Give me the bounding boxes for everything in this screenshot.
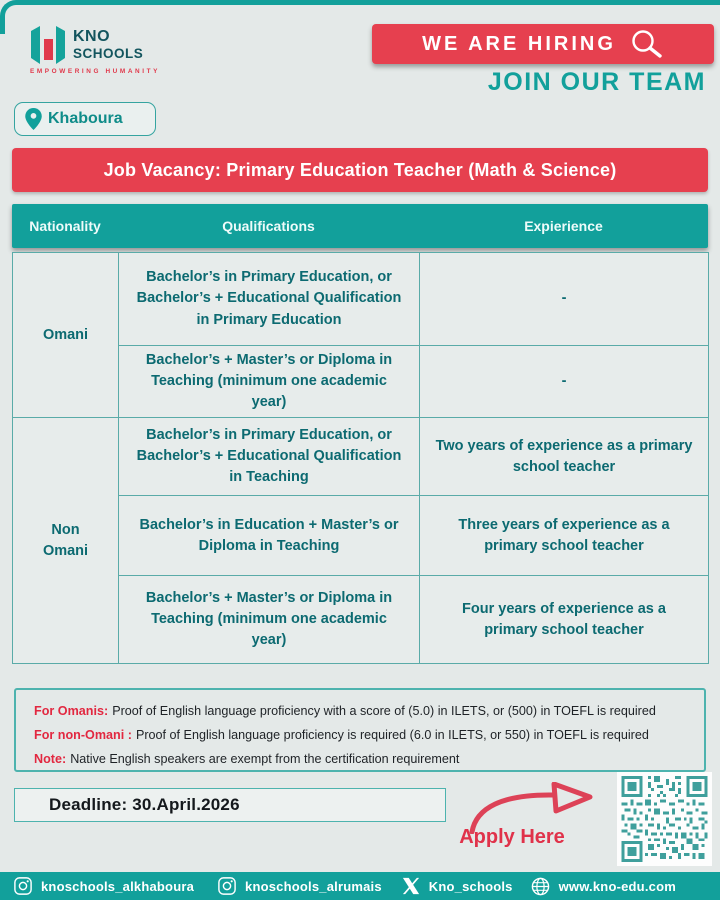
experience-cell: - xyxy=(420,253,709,346)
qualification-cell: Bachelor’s in Education + Master’s or Diploma in Teaching xyxy=(119,496,420,576)
note-text: Proof of English language proficiency is required (6.0 in ILETS, or 550) in TOEFL is required xyxy=(135,728,649,742)
location-label: Khaboura xyxy=(48,110,123,127)
table-header-row xyxy=(12,204,708,248)
nationality-cell-non-omani: Non Omani xyxy=(13,418,119,664)
note-label: For non-Omani : xyxy=(34,728,132,742)
nationality-cell-omani: Omani xyxy=(13,253,119,418)
apply-here-label[interactable]: Apply Here xyxy=(459,826,565,848)
deadline-box xyxy=(14,788,446,822)
note-line-non-omani xyxy=(34,723,704,747)
col-header-experience: Expierience xyxy=(524,218,603,234)
experience-cell: Four years of experience as a primary school teacher xyxy=(420,576,709,664)
instagram-icon xyxy=(218,877,236,895)
footer-x-account[interactable] xyxy=(402,877,513,895)
qualification-cell: Bachelor’s in Primary Education, or Bachelor’s + Educational Qualification in Teaching xyxy=(119,418,420,496)
qr-code[interactable] xyxy=(617,772,712,866)
note-label: Note: xyxy=(34,752,67,766)
notes-box xyxy=(14,688,706,772)
footer-handle: knoschools_alkhaboura xyxy=(41,878,195,894)
note-text: Native English speakers are exempt from the certification requirement xyxy=(70,752,460,766)
vacancy-title: Job Vacancy: Primary Education Teacher (Math & Science) xyxy=(103,159,617,180)
footer-handle: Kno_schools xyxy=(428,878,513,894)
note-label: For Omanis: xyxy=(34,704,109,718)
brand-logo xyxy=(30,26,210,75)
experience-cell: - xyxy=(420,346,709,418)
we-are-hiring-banner xyxy=(372,24,714,64)
footer-instagram-alrumais[interactable] xyxy=(218,877,382,895)
hiring-banner-label: WE ARE HIRING xyxy=(422,32,616,55)
col-header-qualifications: Qualifications xyxy=(222,218,315,234)
qualification-cell: Bachelor’s + Master’s or Diploma in Teaching (minimum one academic year) xyxy=(119,576,420,664)
deadline-text: Deadline: 30.April.2026 xyxy=(49,795,240,814)
footer-bar xyxy=(0,872,720,900)
note-text: Proof of English language proficiency with a score of (5.0) in ILETS, or (500) in TOEFL is required xyxy=(112,704,656,718)
table-row xyxy=(13,418,709,496)
footer-website[interactable] xyxy=(531,877,676,896)
brand-name-line2: SCHOOLS xyxy=(73,46,144,61)
brand-tagline: EMPOWERING HUMANITY xyxy=(30,68,160,75)
note-line-native xyxy=(34,747,704,771)
globe-icon xyxy=(531,877,550,896)
magnifier-icon xyxy=(630,29,664,59)
table-row xyxy=(13,253,709,346)
col-header-nationality: Nationality xyxy=(29,218,101,234)
vacancy-title-banner xyxy=(12,148,708,192)
kno-logo-icon xyxy=(30,26,66,64)
footer-handle: knoschools_alrumais xyxy=(245,878,382,894)
x-twitter-icon xyxy=(402,877,420,895)
instagram-icon xyxy=(14,877,32,895)
vacancy-table xyxy=(12,252,709,664)
note-line-omanis xyxy=(34,699,704,723)
brand-name-line1: KNO xyxy=(73,28,111,45)
footer-instagram-alkhaboura[interactable] xyxy=(14,877,194,895)
footer-website-url: www.kno-edu.com xyxy=(558,878,676,894)
qualification-cell: Bachelor’s + Master’s or Diploma in Teaching (minimum one academic year) xyxy=(119,346,420,418)
location-badge[interactable] xyxy=(14,102,156,136)
qualification-cell: Bachelor’s in Primary Education, or Bachelor’s + Educational Qualification in Primary Education xyxy=(119,253,420,346)
experience-cell: Two years of experience as a primary school teacher xyxy=(420,418,709,496)
join-our-team-text: JOIN OUR TEAM xyxy=(487,68,706,96)
experience-cell: Three years of experience as a primary school teacher xyxy=(420,496,709,576)
location-pin-icon xyxy=(25,108,42,130)
